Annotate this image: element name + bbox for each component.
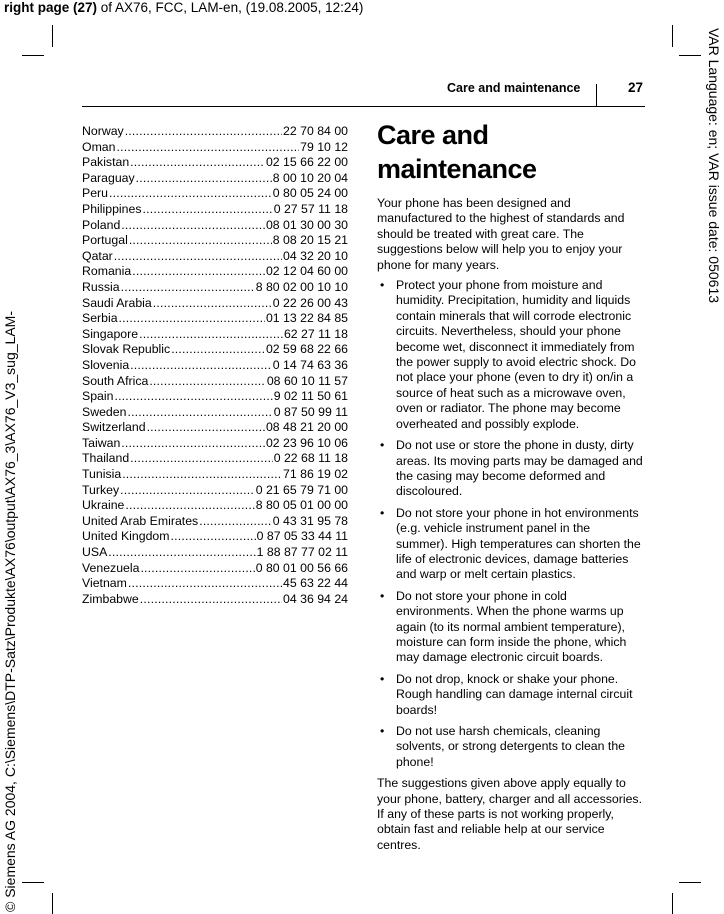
country-row [82,529,348,545]
country-name: Paraguay [82,170,135,185]
country-name: Switzerland [82,420,146,435]
country-name: Taiwan [82,435,121,450]
leader-dots [171,529,256,545]
slug-details: of AX76, FCC, LAM-en, (19.08.2005, 12:24) [97,0,364,15]
leader-dots [117,140,300,156]
leader-dots [199,514,272,530]
country-number: 02 23 96 10 06 [265,435,348,450]
country-name: Saudi Arabia [82,295,152,310]
leader-dots [114,249,282,265]
country-number: 04 36 94 24 [283,591,348,606]
leader-dots [127,405,272,421]
country-row [82,155,348,171]
care-bullet-item [377,589,644,666]
country-number: 0 43 31 95 78 [272,513,348,528]
country-name: Vietnam [82,576,127,591]
leader-dots [109,186,272,202]
country-row [82,389,348,405]
country-row [82,140,348,156]
country-name: Turkey [82,482,120,497]
country-name: Slovak Republic [82,342,171,357]
care-bullet-item [377,438,644,500]
header-rule [82,106,645,107]
country-number: 0 87 50 99 11 [273,404,348,419]
country-number: 45 63 22 44 [283,576,348,591]
bullet-icon: • [380,505,385,520]
country-number: 22 70 84 00 [283,124,348,138]
country-number: 0 87 05 33 44 11 [256,529,348,544]
country-name: Venezuela [82,560,140,575]
country-number: 08 48 21 20 00 [265,420,348,435]
leader-dots [121,436,265,452]
crop-mark [672,893,673,914]
leader-dots [136,171,272,187]
section-title: Care and maintenance [377,120,537,184]
country-number: 08 01 30 00 30 [265,217,348,232]
country-row [82,218,348,234]
leader-dots [129,233,272,249]
country-row [82,514,348,530]
country-name: South Africa [82,373,149,388]
country-name: Qatar [82,248,113,263]
country-row [82,374,348,390]
country-row [82,576,348,592]
running-header-title: Care and maintenance [447,81,581,95]
country-row [82,545,348,561]
country-name: Philippines [82,201,142,216]
country-number: 8 80 05 01 00 00 [255,498,348,513]
country-name: Ukraine [82,498,125,513]
leader-dots [140,561,254,577]
leader-dots [132,264,265,280]
leader-dots [108,545,255,561]
bullet-icon: • [380,724,385,738]
country-row [82,264,348,280]
country-name: United Kingdom [82,529,170,544]
country-number: 02 59 68 22 66 [265,342,348,357]
country-number: 9 02 11 50 61 [273,389,348,404]
country-number: 79 10 12 [300,139,348,154]
leader-dots [128,576,282,592]
bullet-text: Do not store your phone in hot environments (e.g. vehicle instrument panel in the summer). High temperatures can shorten the life of electronic devices, damage batteries and warp or melt certain plastics. [396,505,641,582]
care-bullet-item [377,506,644,583]
country-number: 62 27 11 18 [283,326,348,341]
country-row [82,561,348,577]
crop-mark [679,882,701,883]
country-number: 8 00 10 20 04 [272,170,348,185]
country-row [82,202,348,218]
leader-dots [121,218,265,234]
country-row [82,467,348,483]
country-name: Sweden [82,404,127,419]
country-name: Romania [82,264,132,279]
country-row [82,280,348,296]
country-row [82,592,348,608]
leader-dots [130,451,273,467]
leader-dots [122,467,282,483]
leader-dots [119,311,265,327]
country-name: Tunisia [82,467,122,482]
country-name: Poland [82,217,121,232]
bullet-icon: • [380,671,385,686]
country-number: 0 21 65 79 71 00 [255,482,348,497]
side-path-label: © Siemens AG 2004, C:\Siemens\DTP-Satz\Produkte\AX76\output\AX76_3\AX76_V3_sug_LAM- [2,311,18,912]
country-number: 08 60 10 11 57 [266,373,348,388]
care-bullet-list [377,278,644,770]
crop-mark [52,25,53,47]
country-name: Zimbabwe [82,591,139,606]
country-row [82,498,348,514]
closing-paragraph: The suggestions given above apply equally to your phone, battery, charger and all accessories. If any of these parts is not working properly, obtain fast and reliable help at our service centres. [377,776,642,852]
country-row [82,186,348,202]
country-row [82,171,348,187]
country-row [82,342,348,358]
crop-mark [679,55,701,56]
country-row [82,233,348,249]
country-name: Portugal [82,233,128,248]
country-number: 0 80 05 24 00 [272,186,348,201]
country-name: Pakistan [82,155,130,170]
leader-dots [121,280,255,296]
country-number: 02 15 66 22 00 [265,155,348,170]
country-row [82,405,348,421]
country-name: Norway [82,124,124,138]
leader-dots [125,124,282,140]
country-name: Oman [82,139,116,154]
crop-mark [22,882,44,883]
bullet-text: Do not store your phone in cold environments. When the phone warms up again (to its normal ambient temperature), moisture can form inside the phone, which may damage electronic circuit boards. [396,588,627,665]
country-row [82,483,348,499]
leader-dots [171,342,265,358]
bullet-icon: • [380,438,385,453]
page-number: 27 [628,80,644,95]
side-language-label: VAR Language: en; VAR issue date: 050613 [706,28,722,304]
country-row [82,327,348,343]
print-slug [4,0,363,15]
slug-page: right page (27) [4,0,98,15]
country-name: Peru [82,186,108,201]
country-number: 04 32 20 10 [283,248,348,263]
country-row [82,311,348,327]
bullet-icon: • [380,588,385,603]
care-bullet-item [377,672,644,718]
country-number: 0 22 26 00 43 [272,295,348,310]
country-number: 8 80 02 00 10 10 [255,279,348,294]
country-name: United Arab Emirates [82,513,199,528]
country-name: Spain [82,389,114,404]
country-number: 0 22 68 11 18 [273,451,348,466]
country-name: Slovenia [82,357,130,372]
leader-dots [153,296,272,312]
leader-dots [147,420,265,436]
leader-dots [142,202,272,218]
leader-dots [140,592,282,608]
country-row [82,451,348,467]
country-number: 02 12 04 60 00 [265,264,348,279]
crop-mark [22,55,44,56]
country-number: 01 13 22 84 85 [265,311,348,326]
crop-mark [672,25,673,47]
bullet-text: Do not use or store the phone in dusty, dirty areas. Its moving parts may be damaged and the casing may become deformed and discoloured. [396,438,643,499]
header-divider-tick [596,84,597,106]
care-bullet-item [377,278,644,432]
country-row [82,358,348,374]
country-name: Russia [82,279,120,294]
leader-dots [120,483,255,499]
bullet-text: Do not use harsh chemicals, cleaning solvents, or strong detergents to clean the phone! [396,724,625,769]
service-number-list [82,124,348,607]
country-name: Serbia [82,311,118,326]
country-row [82,124,348,140]
crop-mark [52,893,53,914]
country-number: 0 80 01 00 56 66 [255,560,348,575]
country-row [82,296,348,312]
bullet-icon: • [380,278,385,293]
leader-dots [149,374,266,390]
country-number: 71 86 19 02 [283,467,348,482]
leader-dots [114,389,272,405]
country-row [82,249,348,265]
country-number: 8 08 20 15 21 [272,233,348,248]
care-bullet-item [377,724,644,770]
intro-paragraph: Your phone has been designed and manufactured to the highest of standards and should be treated with great care. The suggestions below will help you to enjoy your phone for many years. [377,196,625,272]
leader-dots [125,498,254,514]
country-name: Singapore [82,326,139,341]
country-name: Thailand [82,451,130,466]
leader-dots [130,155,265,171]
country-number: 0 27 57 11 18 [273,201,348,216]
country-row [82,420,348,436]
country-row [82,436,348,452]
country-name: USA [82,545,108,560]
bullet-text: Do not drop, knock or shake your phone. Rough handling can damage internal circuit boards! [396,671,633,717]
leader-dots [139,327,283,343]
country-number: 0 14 74 63 36 [272,357,348,372]
bullet-text: Protect your phone from moisture and humidity. Precipitation, humidity and liquids contain minerals that will corrode electronic circuits. Nevertheless, should your phone become wet, disconnect it immediately from the power supply to avoid electric shock. Do not place your phone (even to dry it) on/in a source of heat such as a microwave oven, oven or radiator. The phone may become overheated and possibly explode. [396,278,636,431]
care-section [377,118,644,858]
country-number: 1 88 87 77 02 11 [256,545,348,560]
leader-dots [130,358,272,374]
